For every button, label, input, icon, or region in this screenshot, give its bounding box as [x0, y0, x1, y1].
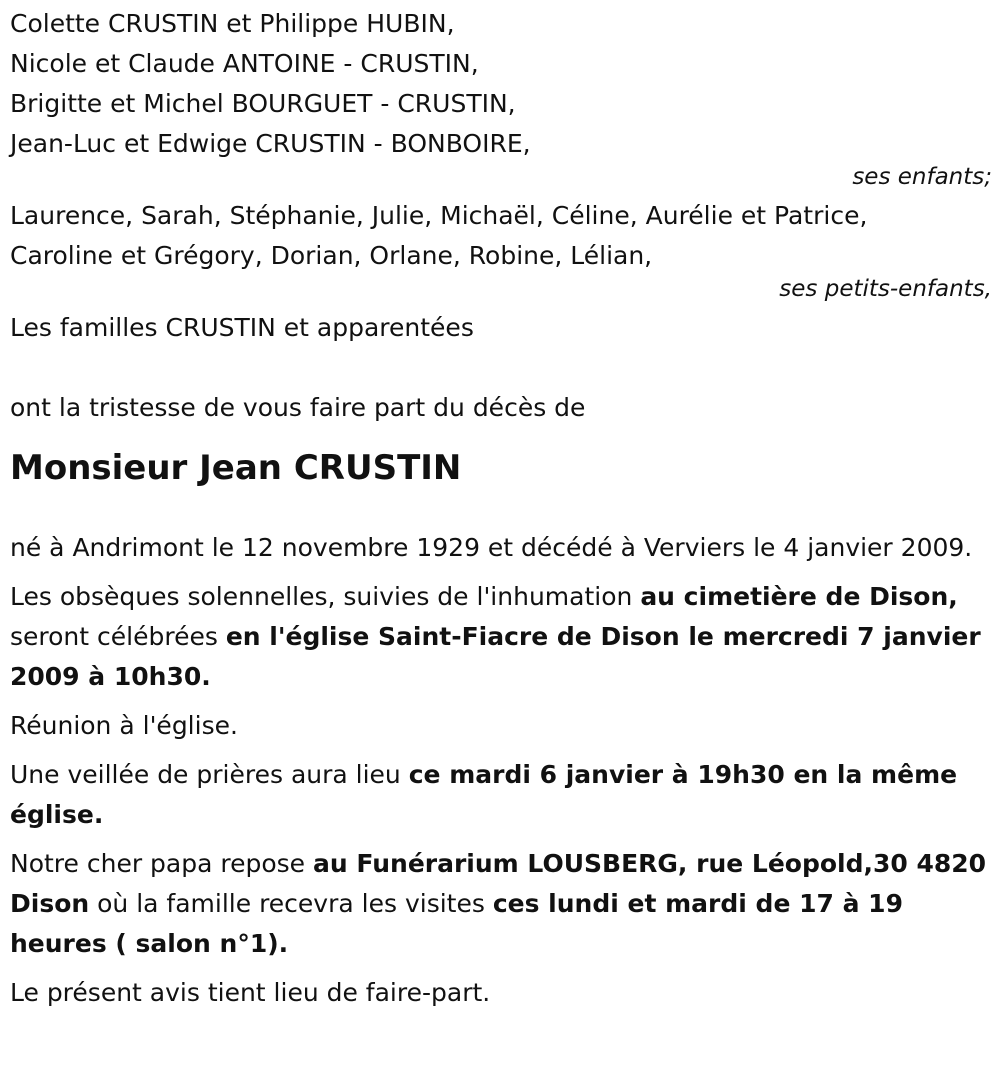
visitation-text-2: où la famille recevra les visites [89, 889, 493, 918]
obituary-notice [10, 4, 992, 1022]
grandchildren-line: Laurence, Sarah, Stéphanie, Julie, Michaël, Céline, Aurélie et Patrice, [10, 201, 868, 230]
children-list [10, 4, 992, 164]
grandchildren-line: Caroline et Grégory, Dorian, Orlane, Robine, Lélian, [10, 241, 653, 270]
visitation-text-1: Notre cher papa repose [10, 849, 314, 878]
funeral-text-1: Les obsèques solennelles, suivies de l'inhumation [10, 582, 641, 611]
funeral-text-2: seront célébrées [10, 622, 226, 651]
children-line: Nicole et Claude ANTOINE - CRUSTIN, [10, 49, 479, 78]
vigil-date: ce mardi 6 janvier à 19h30 en la même église. [10, 760, 958, 829]
children-label: ses enfants; [852, 164, 992, 190]
vigil-paragraph [10, 755, 992, 835]
visitation-place: au Funérarium LOUSBERG, rue Léopold,30 4820 Dison [10, 849, 987, 918]
vigil-text-1: Une veillée de prières aura lieu [10, 760, 409, 789]
closing-paragraph: Le présent avis tient lieu de faire-part. [10, 978, 491, 1007]
deceased-name: Monsieur Jean CRUSTIN [10, 448, 462, 488]
funeral-church-date: en l'église Saint-Fiacre de Dison le mercredi 7 janvier 2009 à 10h30. [10, 622, 981, 691]
funeral-cemetery: au cimetière de Dison, [640, 582, 958, 611]
announcement: ont la tristesse de vous faire part du décès de [10, 393, 586, 422]
families-line: Les familles CRUSTIN et apparentées [10, 313, 474, 342]
children-line: Jean-Luc et Edwige CRUSTIN - BONBOIRE, [10, 129, 531, 158]
grandchildren-label: ses petits-enfants, [779, 276, 992, 302]
funeral-paragraph [10, 577, 992, 697]
children-line: Brigitte et Michel BOURGUET - CRUSTIN, [10, 89, 516, 118]
children-line: Colette CRUSTIN et Philippe HUBIN, [10, 9, 455, 38]
birth-death: né à Andrimont le 12 novembre 1929 et décédé à Verviers le 4 janvier 2009. [10, 533, 973, 562]
visitation-hours: ces lundi et mardi de 17 à 19 heures ( salon n°1). [10, 889, 903, 958]
visitation-paragraph [10, 844, 992, 964]
meeting-paragraph: Réunion à l'église. [10, 711, 238, 740]
grandchildren-list [10, 196, 992, 276]
